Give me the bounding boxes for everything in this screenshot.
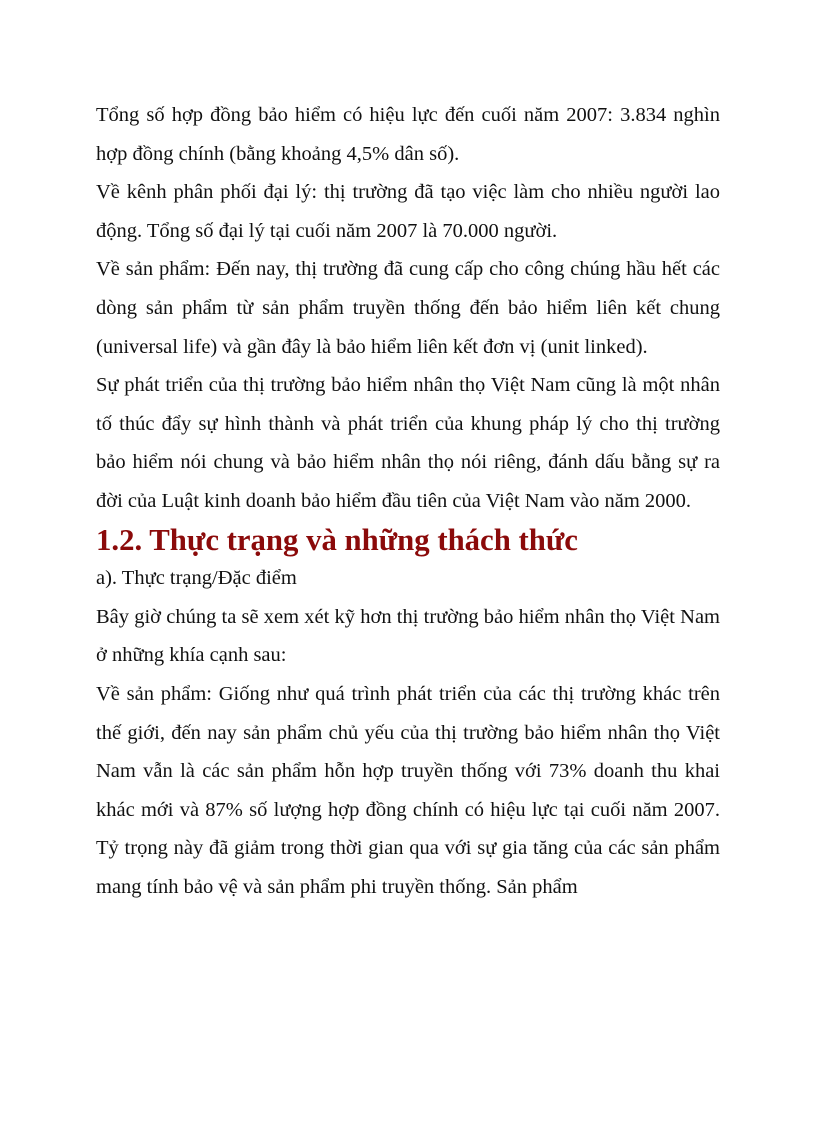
paragraph-legal-framework: Sự phát triển của thị trường bảo hiểm nhân thọ Việt Nam cũng là một nhân tố thúc đẩy sự hình thành và phát triển của khung pháp lý cho thị trường bảo hiểm nói chung và bảo hiểm nhân thọ nói riêng, đánh dấu bằng sự ra đời của Luật kinh doanh bảo hiểm đầu tiên của Việt Nam vào năm 2000. [96, 374, 720, 512]
paragraph-products-overview: Về sản phẩm: Đến nay, thị trường đã cung cấp cho công chúng hầu hết các dòng sản phẩm từ sản phẩm truyền thống đến bảo hiểm liên kết chung (universal life) và gần đây là bảo hiểm liên kết đơn vị (unit linked). [96, 258, 720, 358]
document-page [96, 96, 720, 906]
paragraph-total-contracts: Tổng số hợp đồng bảo hiểm có hiệu lực đến cuối năm 2007: 3.834 nghìn hợp đồng chính (bằng khoảng 4,5% dân số). [96, 104, 720, 165]
paragraph-product-details: Về sản phẩm: Giống như quá trình phát triển của các thị trường khác trên thế giới, đến nay sản phẩm chủ yếu của thị trường bảo hiểm nhân thọ Việt Nam vẫn là các sản phẩm hỗn hợp truyền thống với 73% doanh thu khai khác mới và 87% số lượng hợp đồng chính có hiệu lực tại cuối năm 2007. Tỷ trọng này đã giảm trong thời gian qua với sự gia tăng của các sản phẩm mang tính bảo vệ và sản phẩm phi truyền thống. Sản phẩm [96, 682, 720, 898]
section-subheading: a). Thực trạng/Đặc điểm [96, 567, 297, 590]
section-heading: 1.2. Thực trạng và những thách thức [96, 522, 578, 557]
paragraph-market-aspects: Bây giờ chúng ta sẽ xem xét kỹ hơn thị trường bảo hiểm nhân thọ Việt Nam ở những khía cạnh sau: [96, 605, 720, 667]
paragraph-agency-channel: Về kênh phân phối đại lý: thị trường đã tạo việc làm cho nhiều người lao động. Tổng số đại lý tại cuối năm 2007 là 70.000 người. [96, 181, 720, 242]
